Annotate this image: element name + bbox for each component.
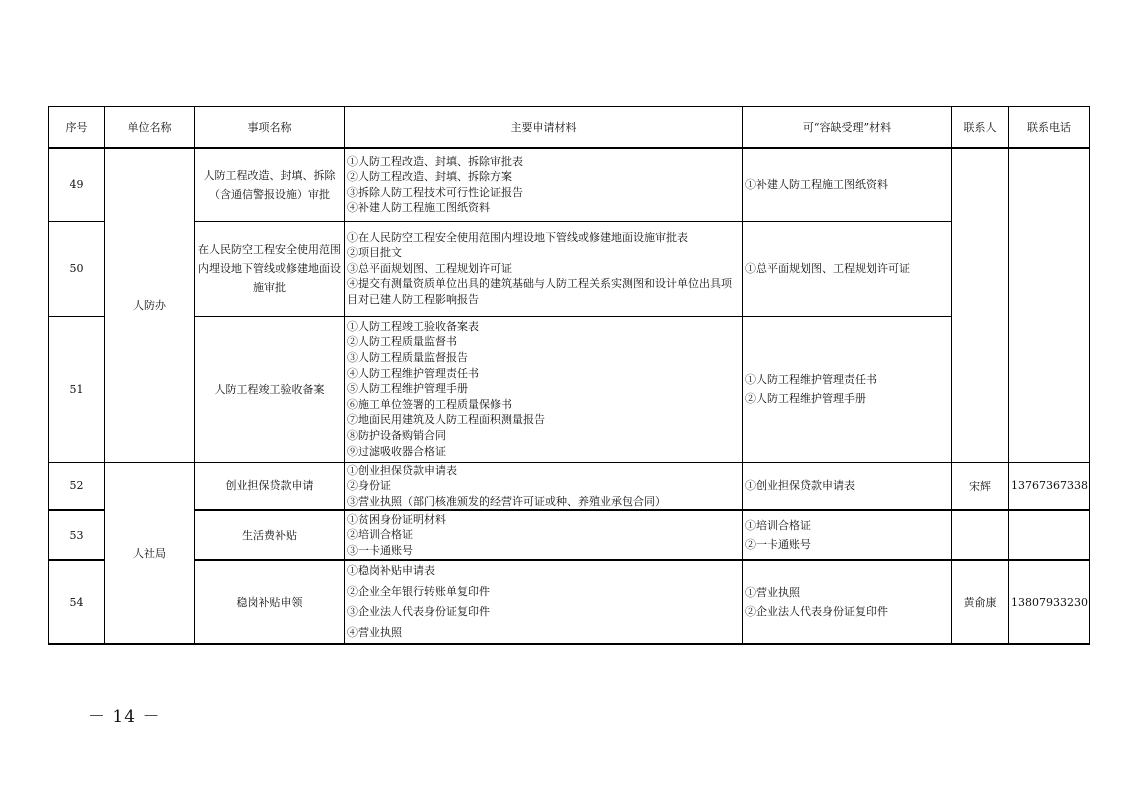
material-line: ②培训合格证 — [347, 528, 413, 542]
material-line: ②身份证 — [347, 479, 391, 493]
material-line: ④提交有测量资质单位出具的建筑基础与人防工程关系实测图和设计单位出具项目对已建人防工程影响报告 — [347, 277, 732, 306]
table-row — [49, 316, 1090, 462]
header-row — [49, 107, 1090, 149]
material-line: ①在人民防空工程安全使用范围内埋设地下管线或修建地面设施审批表 — [347, 230, 688, 244]
item-name: 在人民防空工程安全使用范围内埋设地下管线或修建地面设施审批 — [195, 221, 345, 316]
material-line: ③总平面规划图、工程规划许可证 — [347, 261, 512, 275]
table-row — [49, 148, 1090, 221]
tolerance-cell — [743, 316, 952, 462]
contact-phone: 13807933230 — [1009, 560, 1090, 644]
material-line: ①贫困身份证明材料 — [347, 512, 446, 526]
material-line: ⑦地面民用建筑及人防工程面积测量报告 — [347, 413, 545, 427]
tolerance-cell — [743, 462, 952, 510]
item-name: 生活费补贴 — [195, 510, 345, 560]
item-name: 创业担保贷款申请 — [195, 462, 345, 510]
material-line: ④营业执照 — [347, 625, 402, 639]
items-table — [48, 106, 1090, 645]
unit-name: 人社局 — [105, 462, 195, 644]
material-line: ①人防工程改造、封填、拆除审批表 — [347, 154, 523, 168]
material-line: ⑥施工单位签署的工程质量保修书 — [347, 397, 512, 411]
phone-cell — [1009, 148, 1090, 462]
contact-cell — [952, 510, 1009, 560]
materials-cell — [345, 221, 743, 316]
header-item: 事项名称 — [195, 107, 345, 149]
tolerance-line: ②企业法人代表身份证复印件 — [745, 605, 888, 619]
header-phone: 联系电话 — [1009, 107, 1090, 149]
tolerance-line: ①总平面规划图、工程规划许可证 — [745, 262, 910, 275]
item-name: 人防工程改造、封填、拆除（含通信警报设施）审批 — [195, 148, 345, 221]
table-row — [49, 462, 1090, 510]
material-line: ③拆除人防工程技术可行性论证报告 — [347, 185, 523, 199]
material-line: ①稳岗补贴申请表 — [347, 564, 435, 578]
row-number: 54 — [49, 560, 105, 644]
table-row — [49, 510, 1090, 560]
tolerance-line: ①营业执照 — [745, 586, 800, 600]
contact-phone: 13767367338 — [1009, 462, 1090, 510]
table-row — [49, 221, 1090, 316]
header-tolerance: 可“容缺受理”材料 — [743, 107, 952, 149]
tolerance-line: ①创业担保贷款申请表 — [745, 479, 855, 493]
material-line: ②人防工程改造、封填、拆除方案 — [347, 170, 512, 184]
materials-cell — [345, 316, 743, 462]
material-line: ③营业执照（部门核准颁发的经营许可证或种、养殖业承包合同） — [347, 494, 666, 508]
item-name: 稳岗补贴申领 — [195, 560, 345, 644]
row-number: 50 — [49, 221, 105, 316]
contact-name: 宋辉 — [952, 462, 1009, 510]
material-line: ③一卡通账号 — [347, 544, 413, 558]
tolerance-cell — [743, 148, 952, 221]
materials-cell — [345, 560, 743, 644]
phone-cell — [1009, 510, 1090, 560]
row-number: 51 — [49, 316, 105, 462]
header-contact: 联系人 — [952, 107, 1009, 149]
page-number: － 14 － — [88, 707, 161, 727]
tolerance-line: ②一卡通账号 — [745, 538, 811, 552]
material-line: ①人防工程竣工验收备案表 — [347, 319, 479, 333]
tolerance-line: ①培训合格证 — [745, 519, 811, 533]
header-unit: 单位名称 — [105, 107, 195, 149]
material-line: ⑨过滤吸收器合格证 — [347, 444, 446, 458]
tolerance-line: ①补建人防工程施工图纸资料 — [745, 178, 888, 192]
materials-cell — [345, 510, 743, 560]
tolerance-cell — [743, 510, 952, 560]
material-line: ③人防工程质量监督报告 — [347, 351, 468, 365]
unit-name: 人防办 — [105, 148, 195, 462]
material-line: ②人防工程质量监督书 — [347, 335, 457, 349]
material-line: ②企业全年银行转账单复印件 — [347, 584, 490, 598]
materials-cell — [345, 148, 743, 221]
material-line: ③企业法人代表身份证复印件 — [347, 605, 490, 619]
item-name: 人防工程竣工验收备案 — [195, 316, 345, 462]
row-number: 49 — [49, 148, 105, 221]
material-line: ①创业担保贷款申请表 — [347, 463, 457, 477]
row-number: 52 — [49, 462, 105, 510]
row-number: 53 — [49, 510, 105, 560]
material-line: ⑧防护设备购销合同 — [347, 428, 446, 442]
material-line: ④人防工程维护管理责任书 — [347, 366, 479, 380]
material-line: ②项目批文 — [347, 246, 402, 260]
tolerance-cell — [743, 221, 952, 316]
contact-name: 黄俞康 — [952, 560, 1009, 644]
tolerance-cell — [743, 560, 952, 644]
header-no: 序号 — [49, 107, 105, 149]
material-line: ④补建人防工程施工图纸资料 — [347, 201, 490, 215]
tolerance-line: ②人防工程维护管理手册 — [745, 392, 866, 405]
contact-cell — [952, 148, 1009, 462]
materials-cell — [345, 462, 743, 510]
material-line: ⑤人防工程维护管理手册 — [347, 382, 468, 396]
table-row — [49, 560, 1090, 644]
tolerance-line: ①人防工程维护管理责任书 — [745, 373, 877, 386]
header-materials: 主要申请材料 — [345, 107, 743, 149]
